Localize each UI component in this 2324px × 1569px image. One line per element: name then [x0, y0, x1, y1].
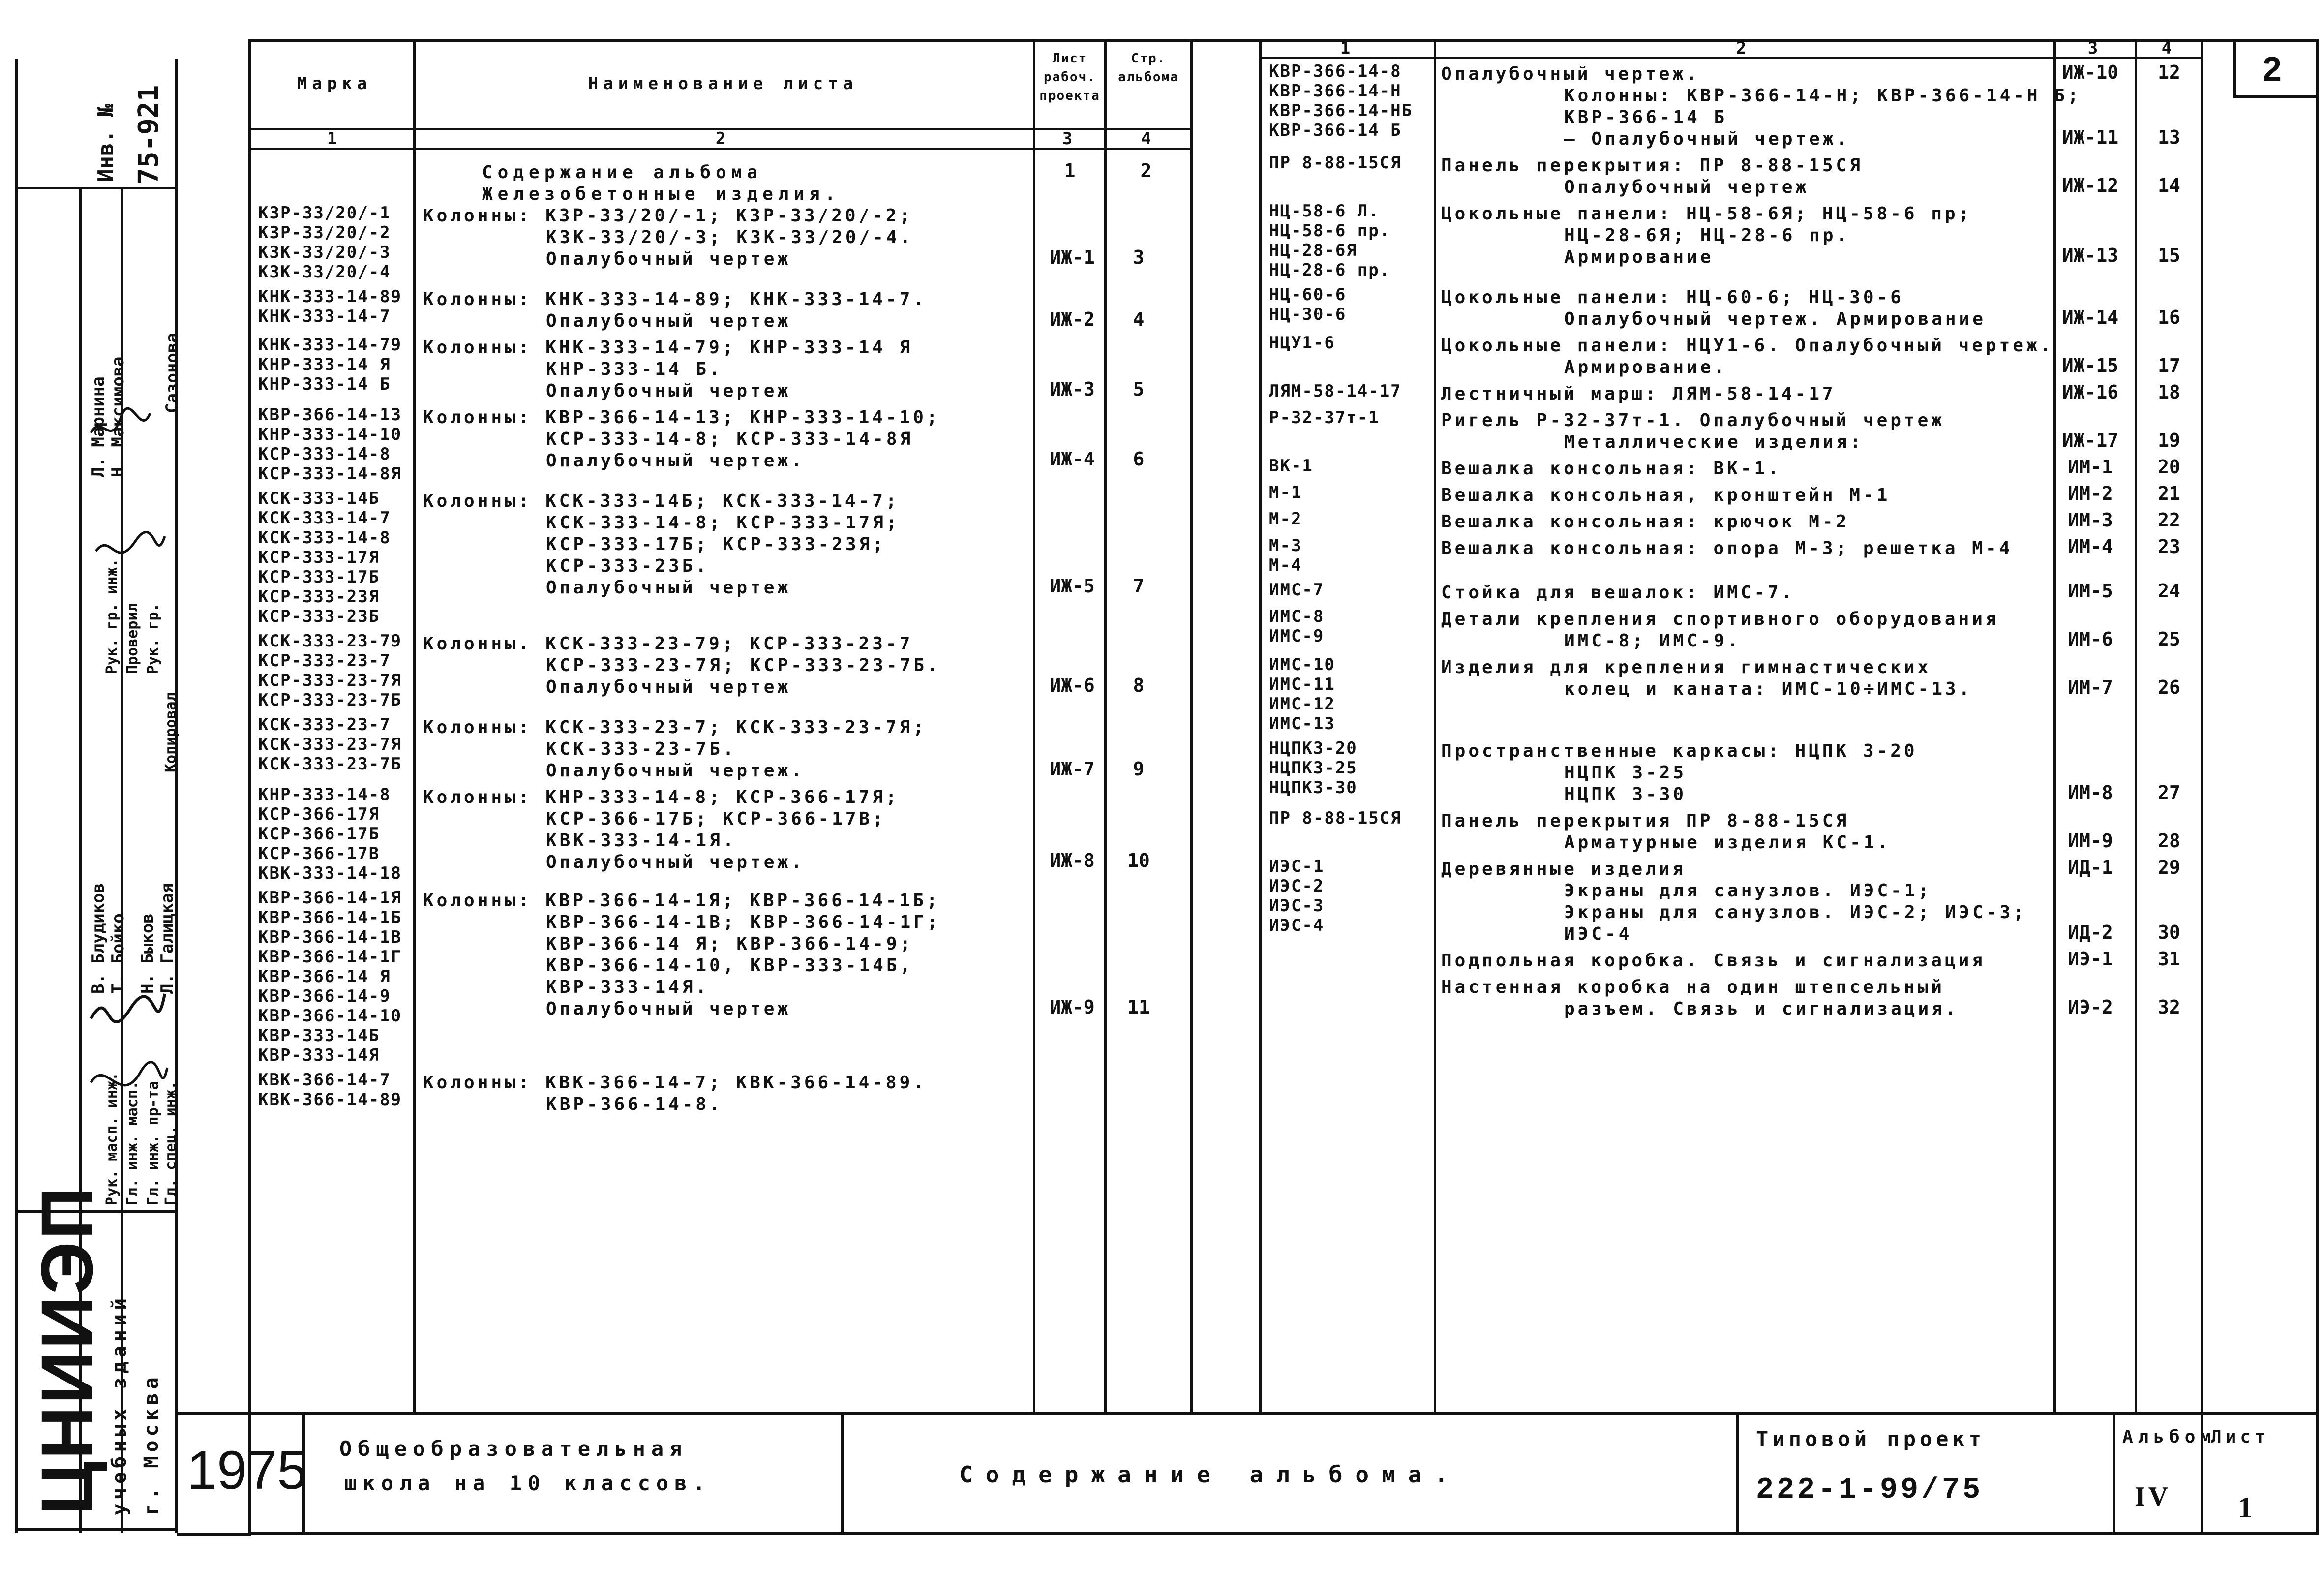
- page-cell: 25: [2158, 628, 2180, 650]
- mark-code: КСР-333-14-8: [258, 444, 391, 464]
- page-cell: 19: [2158, 430, 2180, 451]
- page-cell: 3: [1133, 246, 1145, 268]
- sheet-name-line: Колонны: КНР-333-14-8; КСР-366-17Я;: [423, 787, 900, 807]
- sheet-cell: ИМ-2: [2068, 483, 2113, 504]
- sheet-name-line: НЦПК 3-25: [1564, 763, 1687, 783]
- mark-code: КСК-333-14-7: [258, 508, 391, 528]
- mark-code: КСР-366-17Я: [258, 804, 380, 824]
- sheet-name-line: колец и каната: ИМС-10÷ИМС-13.: [1564, 679, 1973, 699]
- project-label: Типовой проект: [1756, 1427, 1986, 1451]
- sheet-cell: ИМ-1: [2068, 456, 2113, 478]
- sheet-name-line: КВР-366-14-1В; КВР-366-14-1Г;: [546, 912, 941, 932]
- stamp-name-7: Л. Марнина: [89, 376, 108, 477]
- mark-code: КВК-333-14-18: [258, 863, 402, 883]
- album-label: Альбом: [2122, 1427, 2216, 1447]
- mark-code: КНК-333-14-7: [258, 307, 391, 326]
- side-stamp: [15, 59, 182, 1533]
- contents-heading: Железобетонные изделия.: [482, 184, 841, 204]
- stamp-name-2: Т. Бойко: [108, 913, 128, 994]
- sheet-name-line: КВК-333-14-1Я.: [546, 831, 737, 851]
- mark-code: КВР-366-14-8: [1269, 62, 1402, 81]
- stamp-role-8: Копировал: [162, 692, 180, 772]
- mark-code: НЦПК3-20: [1269, 738, 1358, 758]
- sheet-name-line: Опалубочный чертеж: [546, 311, 791, 331]
- mark-code: КВР-366-14-НБ: [1269, 101, 1413, 121]
- mark-code: НЦ-28-6 пр.: [1269, 260, 1391, 280]
- mark-code: НЦ-58-6 пр.: [1269, 221, 1391, 241]
- object-line-2: школа на 10 классов.: [344, 1471, 711, 1495]
- sheet-name-line: КСК-333-23-7Б.: [546, 739, 737, 759]
- sheet-cell: ИМ-6: [2068, 628, 2113, 650]
- mark-code: НЦ-28-6Я: [1269, 241, 1358, 260]
- sheet-name-line: Лестничный марш: ЛЯМ-58-14-17: [1441, 384, 1836, 404]
- header-mark: Марка: [297, 74, 372, 93]
- mark-code: КВР-366-14-10: [258, 1006, 402, 1026]
- sheet-name-line: Экраны для санузлов. ИЭС-1;: [1564, 881, 1932, 901]
- page-cell: 6: [1133, 448, 1145, 470]
- mark-code: КВР-366-14 Я: [258, 967, 391, 986]
- sheet-name-line: Деревянные изделия: [1441, 859, 1687, 879]
- sheet-name-line: Опалубочный чертеж: [546, 677, 791, 697]
- mark-code: ПР 8-88-15СЯ: [1269, 153, 1402, 173]
- sheet-name-line: Опалубочный чертеж.: [1441, 64, 1700, 84]
- sheet-name-line: КВР-366-14-8.: [546, 1094, 723, 1114]
- sheet-name-line: Колонны: КСК-333-14Б; КСК-333-14-7;: [423, 491, 900, 511]
- header-right-col-2: 2: [1736, 38, 1751, 58]
- sheet-name-line: Колонны. КСК-333-23-79; КСР-333-23-7: [423, 634, 913, 654]
- page-cell: 30: [2158, 922, 2180, 943]
- sheet-name-line: разъем. Связь и сигнализация.: [1564, 999, 1959, 1019]
- sheet-name-line: Армирование.: [1564, 357, 1728, 377]
- mark-code: КСР-333-23-7Я: [258, 671, 402, 690]
- sheet-cell: 1: [1064, 160, 1076, 182]
- sheet-cell: ИЖ-13: [2062, 245, 2119, 266]
- sheet-name-line: Металлические изделия:: [1564, 432, 1864, 452]
- mark-code: КВР-333-14Б: [258, 1026, 380, 1046]
- page-cell: 18: [2158, 381, 2180, 403]
- sheet-name-line: Колонны: КВР-366-14-13; КНР-333-14-10;: [423, 407, 940, 428]
- mark-code: КСР-333-14-8Я: [258, 464, 402, 484]
- sheet-name-line: КСР-333-23Б.: [546, 556, 710, 576]
- page-cell: 10: [1127, 850, 1150, 871]
- mark-code: КСК-333-23-79: [258, 631, 402, 651]
- sheet-cell: ИМ-8: [2068, 782, 2113, 803]
- stamp-role-5: Рук. гр. инж.: [103, 558, 121, 674]
- mark-code: КСР-333-23Б: [258, 607, 380, 626]
- sheet-name-line: Колонны: КНК-333-14-89; КНК-333-14-7.: [423, 289, 927, 309]
- page-cell: 16: [2158, 307, 2180, 328]
- page-cell: 21: [2158, 483, 2180, 504]
- sheet-cell: ИМ-5: [2068, 580, 2113, 602]
- sheet-name-line: Панель перекрытия ПР 8-88-15СЯ: [1441, 811, 1850, 831]
- sheet-cell: ИМ-4: [2068, 536, 2113, 557]
- mark-code: М-2: [1269, 509, 1302, 529]
- sheet-cell: ИМ-7: [2068, 677, 2113, 698]
- page-cell: 7: [1133, 575, 1145, 597]
- page-cell: 32: [2158, 996, 2180, 1018]
- stamp-role-4: Гл. спец. инж.: [162, 1081, 180, 1205]
- sheet-name-line: Изделия для крепления гимнастических: [1441, 657, 1932, 677]
- mark-code: ИМС-8: [1269, 607, 1325, 626]
- sheet-cell: ИЖ-14: [2062, 307, 2119, 328]
- stamp-role-7: Рук. гр.: [145, 603, 162, 674]
- sheet-name-line: КВР-366-14-10, КВР-333-14Б,: [546, 955, 914, 976]
- mark-code: НЦУ1-6: [1269, 333, 1335, 353]
- header-right-col-1: 1: [1340, 38, 1356, 58]
- header-page: Стр. альбома: [1118, 51, 1179, 85]
- mark-code: НЦ-60-6: [1269, 285, 1347, 305]
- album-number: IV: [2135, 1481, 2172, 1512]
- sheet-name-line: Вешалка консольная: ВК-1.: [1441, 459, 1781, 479]
- mark-code: КСР-333-17Я: [258, 548, 380, 567]
- mark-code: КВК-366-14-7: [258, 1070, 391, 1090]
- mark-code: КСК-333-14-8: [258, 528, 391, 548]
- mark-code: ИЭС-2: [1269, 876, 1325, 896]
- mark-code: КНР-333-14 Я: [258, 355, 391, 374]
- mark-code: ИЭС-3: [1269, 896, 1325, 916]
- sheet-name-line: КВР-366-14 Б: [1564, 107, 1728, 127]
- sheet-cell: ИЖ-17: [2062, 430, 2119, 451]
- sheet-cell: ИЖ-4: [1050, 448, 1095, 470]
- header-col-4: 4: [1141, 129, 1156, 149]
- page-cell: 26: [2158, 677, 2180, 698]
- mark-code: ИЭС-4: [1269, 916, 1325, 935]
- mark-code: КСР-333-17Б: [258, 567, 380, 587]
- mark-code: ИМС-11: [1269, 675, 1335, 694]
- year: 1975: [187, 1440, 307, 1501]
- sheet-cell: ИЖ-3: [1050, 378, 1095, 400]
- org-sub2: г. Москва: [140, 1373, 163, 1515]
- sheet-cell: ИЖ-2: [1050, 308, 1095, 330]
- stamp-name-1: В. Блудиков: [89, 883, 108, 994]
- mark-code: КЗК-33/20/-3: [258, 243, 391, 262]
- sheet-cell: ИЭ-2: [2068, 996, 2113, 1018]
- header-col-1: 1: [327, 129, 342, 149]
- mark-code: КНР-333-14-8: [258, 785, 391, 804]
- sheet-name-line: Опалубочный чертеж: [546, 578, 791, 598]
- mark-code: КСК-333-23-7Я: [258, 735, 402, 754]
- header-right-col-3: 3: [2087, 38, 2103, 58]
- page-cell: 4: [1133, 308, 1145, 330]
- sheet-cell: ИД-2: [2068, 922, 2113, 943]
- sheet-cell: ИЖ-6: [1050, 675, 1095, 696]
- sheet-name-line: Опалубочный чертеж. Армирование: [1564, 309, 1986, 329]
- sheet-cell: ИЖ-1: [1050, 246, 1095, 268]
- mark-code: ИЭС-1: [1269, 857, 1325, 876]
- mark-code: КСР-333-23-7: [258, 651, 391, 671]
- mark-code: КВР-366-14-1В: [258, 927, 402, 947]
- sheet-name-line: Колонны: КСК-333-23-7; КСК-333-23-7Я;: [423, 717, 927, 738]
- sheet-name-line: Экраны для санузлов. ИЭС-2; ИЭС-3;: [1564, 902, 2027, 923]
- inv-label: Инв. №: [93, 104, 119, 182]
- mark-code: КВР-366-14-Н: [1269, 81, 1402, 101]
- page-cell: 12: [2158, 62, 2180, 83]
- sheet-name-line: Колонны: КЗР-33/20/-1; КЗР-33/20/-2;: [423, 206, 913, 226]
- stamp-name-4: Л. Галицкая: [157, 883, 177, 994]
- page-cell: 31: [2158, 948, 2180, 970]
- sheet-name-line: – Опалубочный чертеж.: [1564, 129, 1850, 149]
- page-cell: 8: [1133, 675, 1145, 696]
- contents-heading: Содержание альбома: [482, 162, 763, 183]
- stamp-name-3: Н. Быков: [138, 913, 157, 994]
- sheet-name-line: Армирование: [1564, 247, 1714, 267]
- page-cell: 24: [2158, 580, 2180, 602]
- mark-code: КВР-366-14-13: [258, 405, 402, 425]
- page-cell: 5: [1133, 378, 1145, 400]
- mark-code: М-1: [1269, 483, 1302, 502]
- sheet-name-line: КВР-366-14 Я; КВР-366-14-9;: [546, 934, 914, 954]
- sheet-cell: ИМ-9: [2068, 830, 2113, 852]
- sheet-name-line: Колонны: КВР-366-14-Н; КВР-366-14-Н Б;: [1564, 86, 2082, 106]
- mark-code: КСР-333-23-7Б: [258, 690, 402, 710]
- mark-code: НЦ-30-6: [1269, 305, 1347, 324]
- sheet-name-line: НЦПК 3-30: [1564, 784, 1687, 804]
- mark-code: НЦПК3-25: [1269, 758, 1358, 778]
- mark-code: КСР-366-17В: [258, 844, 380, 863]
- mark-code: КСК-333-14Б: [258, 489, 380, 508]
- header-right-col-4: 4: [2161, 38, 2177, 58]
- sheet-cell: ИЖ-12: [2062, 175, 2119, 196]
- mark-code: КНР-333-14-10: [258, 425, 402, 444]
- mark-code: КВР-366-14-9: [258, 986, 391, 1006]
- mark-code: Р-32-37т-1: [1269, 408, 1380, 428]
- sheet-name-line: Опалубочный чертеж: [546, 381, 791, 401]
- sheet-cell: ИЖ-11: [2062, 126, 2119, 148]
- stamp-role-6: Проверил: [124, 603, 141, 674]
- mark-code: КВР-366-14 Б: [1269, 121, 1402, 140]
- sheet-name-line: Колонны: КНК-333-14-79; КНР-333-14 Я: [423, 338, 913, 358]
- mark-code: ВК-1: [1269, 456, 1313, 476]
- sheet-name-line: КСР-366-17Б; КСР-366-17В;: [546, 809, 886, 829]
- sheet-cell: ИЖ-8: [1050, 850, 1095, 871]
- mark-code: КВК-366-14-89: [258, 1090, 402, 1109]
- mark-code: КВР-366-14-1Я: [258, 888, 402, 908]
- sheet-cell: ИЖ-15: [2062, 355, 2119, 376]
- sheet-name-line: Опалубочный чертеж: [546, 999, 791, 1019]
- page-cell: 27: [2158, 782, 2180, 803]
- header-sheet: Лист рабоч. проекта: [1039, 51, 1100, 103]
- sheet-name-line: Цокольные панели: НЦУ1-6. Опалубочный чертеж.: [1441, 336, 2054, 356]
- sheet-name-line: Опалубочный чертеж: [1564, 177, 1810, 197]
- org-sub1: учебных зданий: [108, 1294, 131, 1515]
- header-name: Наименование листа: [588, 74, 858, 93]
- page-cell: 17: [2158, 355, 2180, 376]
- sheet-name-line: Детали крепления спортивного оборудования: [1441, 609, 1999, 629]
- mark-code: КНР-333-14 Б: [258, 374, 391, 394]
- sheet-name-line: КНР-333-14 Б.: [546, 359, 723, 379]
- page-cell: 23: [2158, 536, 2180, 557]
- sheet-cell: ИЭ-1: [2068, 948, 2113, 970]
- sheet-name-line: Цокольные панели: НЦ-58-6Я; НЦ-58-6 пр;: [1441, 204, 1972, 224]
- mark-code: КВР-333-14Я: [258, 1046, 380, 1065]
- page-cell: 2: [1140, 160, 1152, 182]
- sheet-name-line: Цокольные панели: НЦ-60-6; НЦ-30-6: [1441, 287, 1904, 308]
- sheet-number: 1: [2238, 1491, 2256, 1524]
- sheet-name-line: Подпольная коробка. Связь и сигнализация: [1441, 951, 1986, 971]
- mark-code: М-4: [1269, 555, 1302, 575]
- mark-code: КЗР-33/20/-2: [258, 223, 391, 243]
- page-cell: 22: [2158, 509, 2180, 531]
- signature-marks: [81, 403, 175, 1141]
- org-name: ЦНИИЭП: [26, 1184, 108, 1515]
- sheet-name-line: КЗК-33/20/-3; КЗК-33/20/-4.: [546, 227, 914, 247]
- sheet-name-line: Вешалка консольная: опора М-3; решетка М-4: [1441, 538, 2013, 558]
- mark-code: ЛЯМ-58-14-17: [1269, 381, 1402, 401]
- sheet-name-line: КСР-333-14-8; КСР-333-14-8Я: [546, 429, 914, 449]
- object-line-1: Общеобразовательная: [339, 1437, 688, 1461]
- header-col-3: 3: [1062, 129, 1078, 149]
- corner-sheet-number: 2: [2263, 50, 2285, 88]
- sheet-name-line: Ригель Р-32-37т-1. Опалубочный чертеж: [1441, 410, 1945, 431]
- inv-number: 75-921: [133, 85, 165, 185]
- mark-code: КСК-333-23-7: [258, 715, 391, 735]
- mark-code: ИМС-9: [1269, 626, 1325, 646]
- sheet-name-line: Опалубочный чертеж.: [546, 852, 805, 872]
- mark-code: ИМС-10: [1269, 655, 1335, 675]
- sheet-name-line: Опалубочный чертеж: [546, 249, 791, 269]
- page-cell: 11: [1127, 996, 1150, 1018]
- mark-code: М-3: [1269, 536, 1302, 555]
- mark-code: ИМС-13: [1269, 714, 1335, 734]
- page-cell: 13: [2158, 126, 2180, 148]
- sheet-name-line: НЦ-28-6Я; НЦ-28-6 пр.: [1564, 225, 1850, 246]
- sheet-name-line: Вешалка консольная: крючок М-2: [1441, 512, 1850, 532]
- sheet-name-line: ИМС-8; ИМС-9.: [1564, 631, 1741, 651]
- sheet-name-line: Арматурные изделия КС-1.: [1564, 832, 1891, 853]
- mark-code: КСК-333-23-7Б: [258, 754, 402, 774]
- sheet-label: Лист: [2211, 1427, 2269, 1447]
- sheet-cell: ИМ-3: [2068, 509, 2113, 531]
- mark-code: КВР-366-14-1Б: [258, 908, 402, 927]
- sheet-cell: ИЖ-7: [1050, 758, 1095, 780]
- mark-code: ПР 8-88-15СЯ: [1269, 808, 1402, 828]
- sheet-title: Содержание альбома.: [959, 1461, 1461, 1488]
- header-col-2: 2: [715, 129, 731, 149]
- sheet-name-line: КСК-333-14-8; КСР-333-17Я;: [546, 513, 900, 533]
- stamp-role-1: Рук. масп. инж.: [103, 1072, 121, 1205]
- sheet-name-line: Колонны: КВК-366-14-7; КВК-366-14-89.: [423, 1073, 927, 1093]
- sheet-name-line: КВР-333-14Я.: [546, 977, 710, 997]
- mark-code: КСР-366-17Б: [258, 824, 380, 844]
- sheet-cell: ИЖ-5: [1050, 575, 1095, 597]
- sheet-name-line: Стойка для вешалок: ИМС-7.: [1441, 583, 1795, 603]
- sheet-name-line: КСР-333-23-7Я; КСР-333-23-7Б.: [546, 655, 941, 676]
- sheet-name-line: КСР-333-17Б; КСР-333-23Я;: [546, 534, 886, 554]
- sheet-name-line: Настенная коробка на один штепсельный: [1441, 977, 1945, 997]
- page-cell: 14: [2158, 175, 2180, 196]
- mark-code: НЦ-58-6 Л.: [1269, 201, 1380, 221]
- mark-code: ИМС-12: [1269, 694, 1335, 714]
- page-cell: 28: [2158, 830, 2180, 852]
- page-cell: 29: [2158, 857, 2180, 878]
- mark-code: КНК-333-14-79: [258, 335, 402, 355]
- sheet-cell: ИЖ-10: [2062, 62, 2119, 83]
- sheet-name-line: Опалубочный чертеж.: [546, 451, 805, 471]
- page-cell: 9: [1133, 758, 1145, 780]
- mark-code: КВР-366-14-1Г: [258, 947, 402, 967]
- stamp-role-2: Гл. инж. масп.: [124, 1081, 141, 1205]
- sheet-name-line: ИЭС-4: [1564, 924, 1632, 944]
- sheet-cell: ИД-1: [2068, 857, 2113, 878]
- sheet-name-line: Опалубочный чертеж.: [546, 761, 805, 781]
- sheet-cell: ИЖ-16: [2062, 381, 2119, 403]
- mark-code: КСР-333-23Я: [258, 587, 380, 607]
- page-cell: 15: [2158, 245, 2180, 266]
- mark-code: КЗК-33/20/-4: [258, 262, 391, 282]
- stamp-name-8: Н. Максимова: [108, 356, 128, 477]
- mark-code: КЗР-33/20/-1: [258, 203, 391, 223]
- project-number: 222-1-99/75: [1756, 1474, 1984, 1507]
- mark-code: КНК-333-14-89: [258, 287, 402, 307]
- sheet-cell: ИЖ-9: [1050, 996, 1095, 1018]
- page-cell: 20: [2158, 456, 2180, 478]
- stamp-name-9: Сазонова: [162, 333, 182, 413]
- mark-code: ИМС-7: [1269, 580, 1325, 600]
- sheet-name-line: Пространственные каркасы: НЦПК 3-20: [1441, 741, 1918, 761]
- sheet-name-line: Панель перекрытия: ПР 8-88-15СЯ: [1441, 155, 1863, 176]
- sheet-name-line: Вешалка консольная, кронштейн М-1: [1441, 485, 1891, 505]
- sheet-name-line: Колонны: КВР-366-14-1Я; КВР-366-14-1Б;: [423, 891, 940, 911]
- mark-code: НЦПК3-30: [1269, 778, 1358, 798]
- stamp-role-3: Гл. инж. пр-та: [145, 1081, 162, 1205]
